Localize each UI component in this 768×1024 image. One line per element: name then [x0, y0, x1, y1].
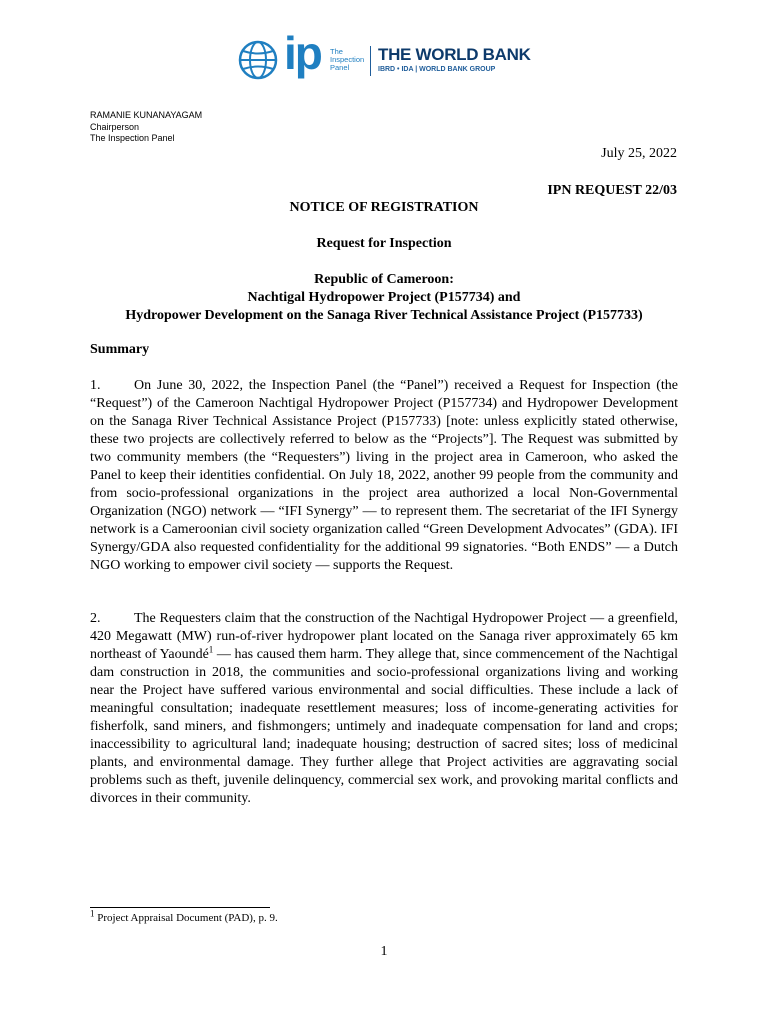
globe-icon: [238, 40, 278, 80]
project-heading: [90, 271, 678, 325]
project-line-2: Hydropower Development on the Sanaga River Technical Assistance Project (P157733): [125, 308, 643, 323]
request-heading: Request for Inspection: [316, 236, 452, 251]
header-logo: [238, 27, 538, 86]
panel-line-3: Panel: [330, 63, 350, 72]
summary-heading: Summary: [90, 342, 150, 357]
world-bank-subtitle: IBRD • IDA | WORLD BANK GROUP: [378, 66, 496, 73]
footnote-number: 1: [90, 908, 95, 919]
inspection-panel-label: [330, 48, 364, 72]
world-bank-title: THE WORLD BANK: [378, 45, 531, 64]
footnote: [90, 908, 278, 924]
paragraph-1: [90, 377, 678, 575]
paragraph-text-b: — has caused them harm. They allege that, since commencement of the Nachtigal dam construction in 2018, the communities and socio-professional organizations living and working near the Project have suffered various environmental and social difficulties. These include a lack of meaningful consultation; inadequate resettlement measures; loss of income-generating activities for fisherfolk, sand miners, and fishmongers; untimely and inadequate compensation for land and crops; inaccessibility to agricultural land; inadequate housing; destruction of sacred sites; loss of medicinal plants, and environmental damage. They further allege that Project activities are aggravating social problems such as theft, juvenile delinquency, commercial sex work, and provoking marital conflicts and divorces in their community.: [90, 647, 678, 806]
paragraph-2: [90, 610, 678, 808]
sender-org: The Inspection Panel: [90, 133, 175, 143]
ipn-request-number: IPN REQUEST 22/03: [547, 183, 677, 198]
paragraph-text: On June 30, 2022, the Inspection Panel (the “Panel”) received a Request for Inspection (the “Request”) of the Cameroon Nachtigal Hydropower Project (P157734) and Hydropower Development on the Sanaga River Technical Assistance Project (P157733) [note: unless explicitly stated otherwise, these two projects are collectively referred to below as the “Projects”]. The Request was submitted by two community members (the “Requesters”) living in the project area in Cameroon, who asked the Panel to keep their identities confidential. On July 18, 2022, another 99 people from the community and from socio-professional organizations in the project area authorized a local Non-Governmental Organization (NGO) network — “IFI Synergy” — to represent them. The secretariat of the IFI Synergy network is a Cameroonian civil society organization called “Green Development Advocates” (GDA). IFI Synergy/GDA also requested confidentiality for the additional 99 signatories. “Both ENDS” — a Dutch NGO working to empower civil society — supports the Request.: [90, 378, 678, 573]
project-line-1: Nachtigal Hydropower Project (P157734) and: [247, 290, 521, 305]
logo-divider: [370, 46, 371, 76]
sender-name: RAMANIE KUNANAYAGAM: [90, 110, 203, 120]
panel-line-2: Inspection: [330, 55, 365, 64]
paragraph-text-a: The Requesters claim that the construction of the Nachtigal Hydropower Project — a greenfield, 420 Megawatt (MW) run-of-river hydropower plant located on the Sanaga river approximately 65 km northeast of Yaoundé: [90, 611, 678, 662]
paragraph-number: 1.: [90, 378, 101, 393]
panel-line-1: The: [330, 47, 343, 56]
letter-date: July 25, 2022: [601, 146, 677, 161]
footnote-ref[interactable]: 1: [208, 644, 214, 655]
republic-line: Republic of Cameroon:: [314, 272, 454, 287]
sender-block: [90, 110, 202, 145]
notice-heading: NOTICE OF REGISTRATION: [289, 200, 479, 215]
footnote-text: Project Appraisal Document (PAD), p. 9.: [94, 912, 278, 924]
footnote-divider: [90, 907, 270, 908]
paragraph-number: 2.: [90, 611, 101, 626]
sender-title: Chairperson: [90, 121, 140, 132]
page-number: 1: [380, 944, 388, 959]
ip-logo-text: ip: [284, 27, 321, 79]
